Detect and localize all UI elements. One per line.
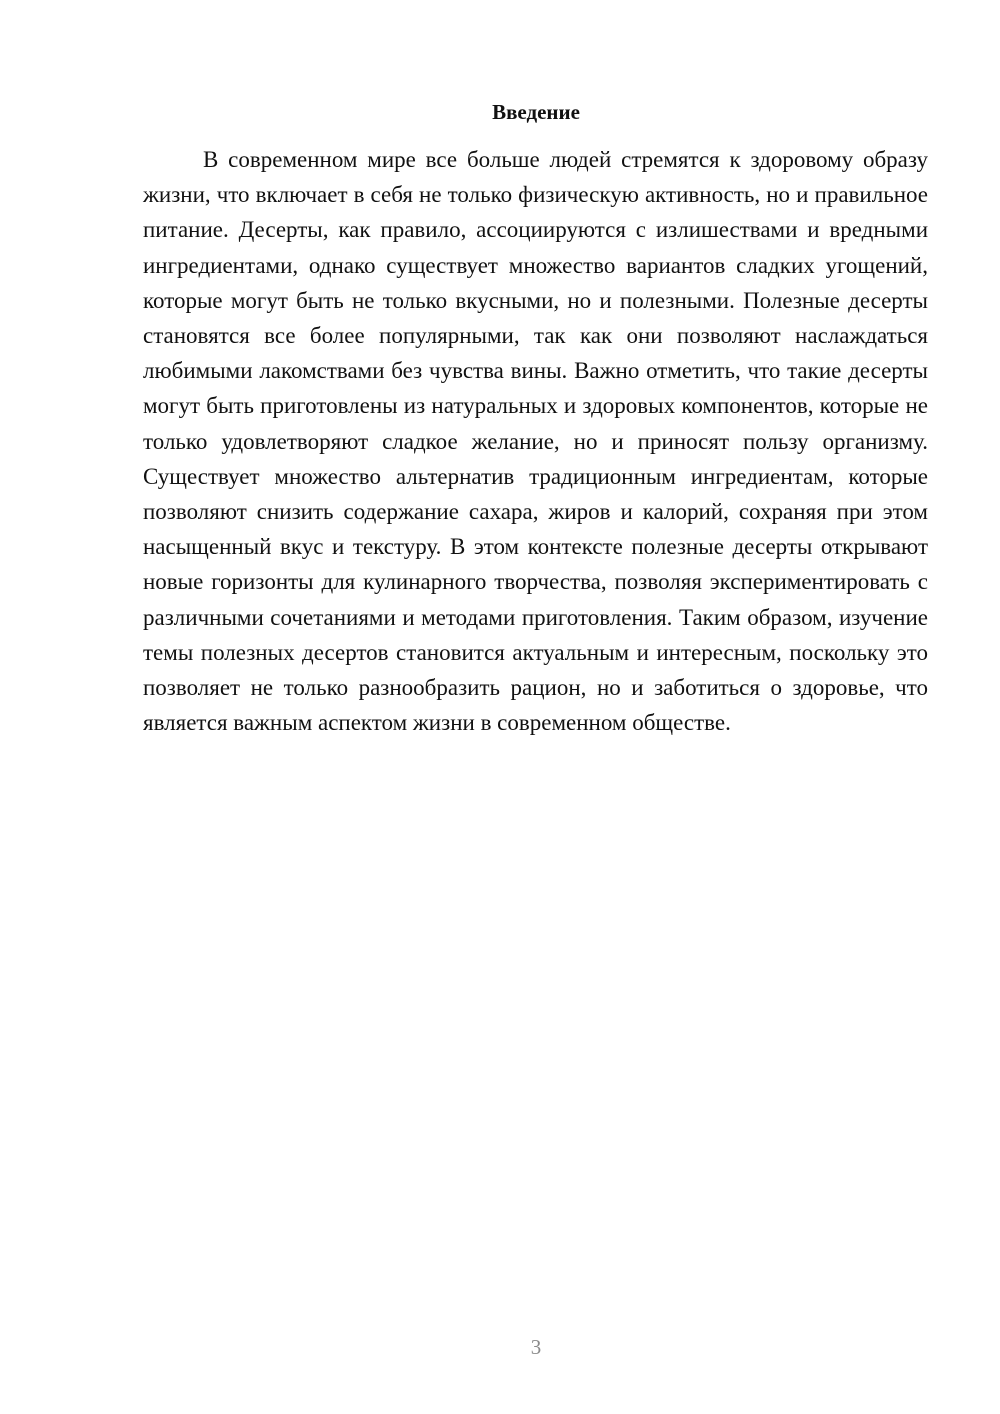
page-number: 3 (530, 1335, 542, 1359)
body-paragraph: В современном мире все больше людей стремятся к здоровому образу жизни, что включает в себя не только физическую активность, но и правильное питание. Десерты, как правило, ассоциируются с излишествами и вредными ингредиентами, однако существует множество вариантов сладких угощений, которые могут быть не только вкусными, но и полезными. Полезные десерты становятся все более популярными, так как они позволяют наслаждаться любимыми лакомствами без чувства вины. Важно отметить, что такие десерты могут быть приготовлены из натуральных и здоровых компонентов, которые не только удовлетворяют сладкое желание, но и приносят пользу организму. Существует множество альтернатив традиционным ингредиентам, которые позволяют снизить содержание сахара, жиров и калорий, сохраняя при этом насыщенный вкус и текстуру. В этом контексте полезные десерты открывают новые горизонты для кулинарного творчества, позволяя экспериментировать с различными сочетаниями и методами приготовления. Таким образом, изучение темы полезных десертов становится актуальным и интересным, поскольку это позволяет не только разнообразить рацион, но и заботиться о здоровье, что является важным аспектом жизни в современном обществе. (143, 147, 928, 736)
section-heading: Введение (492, 100, 580, 124)
